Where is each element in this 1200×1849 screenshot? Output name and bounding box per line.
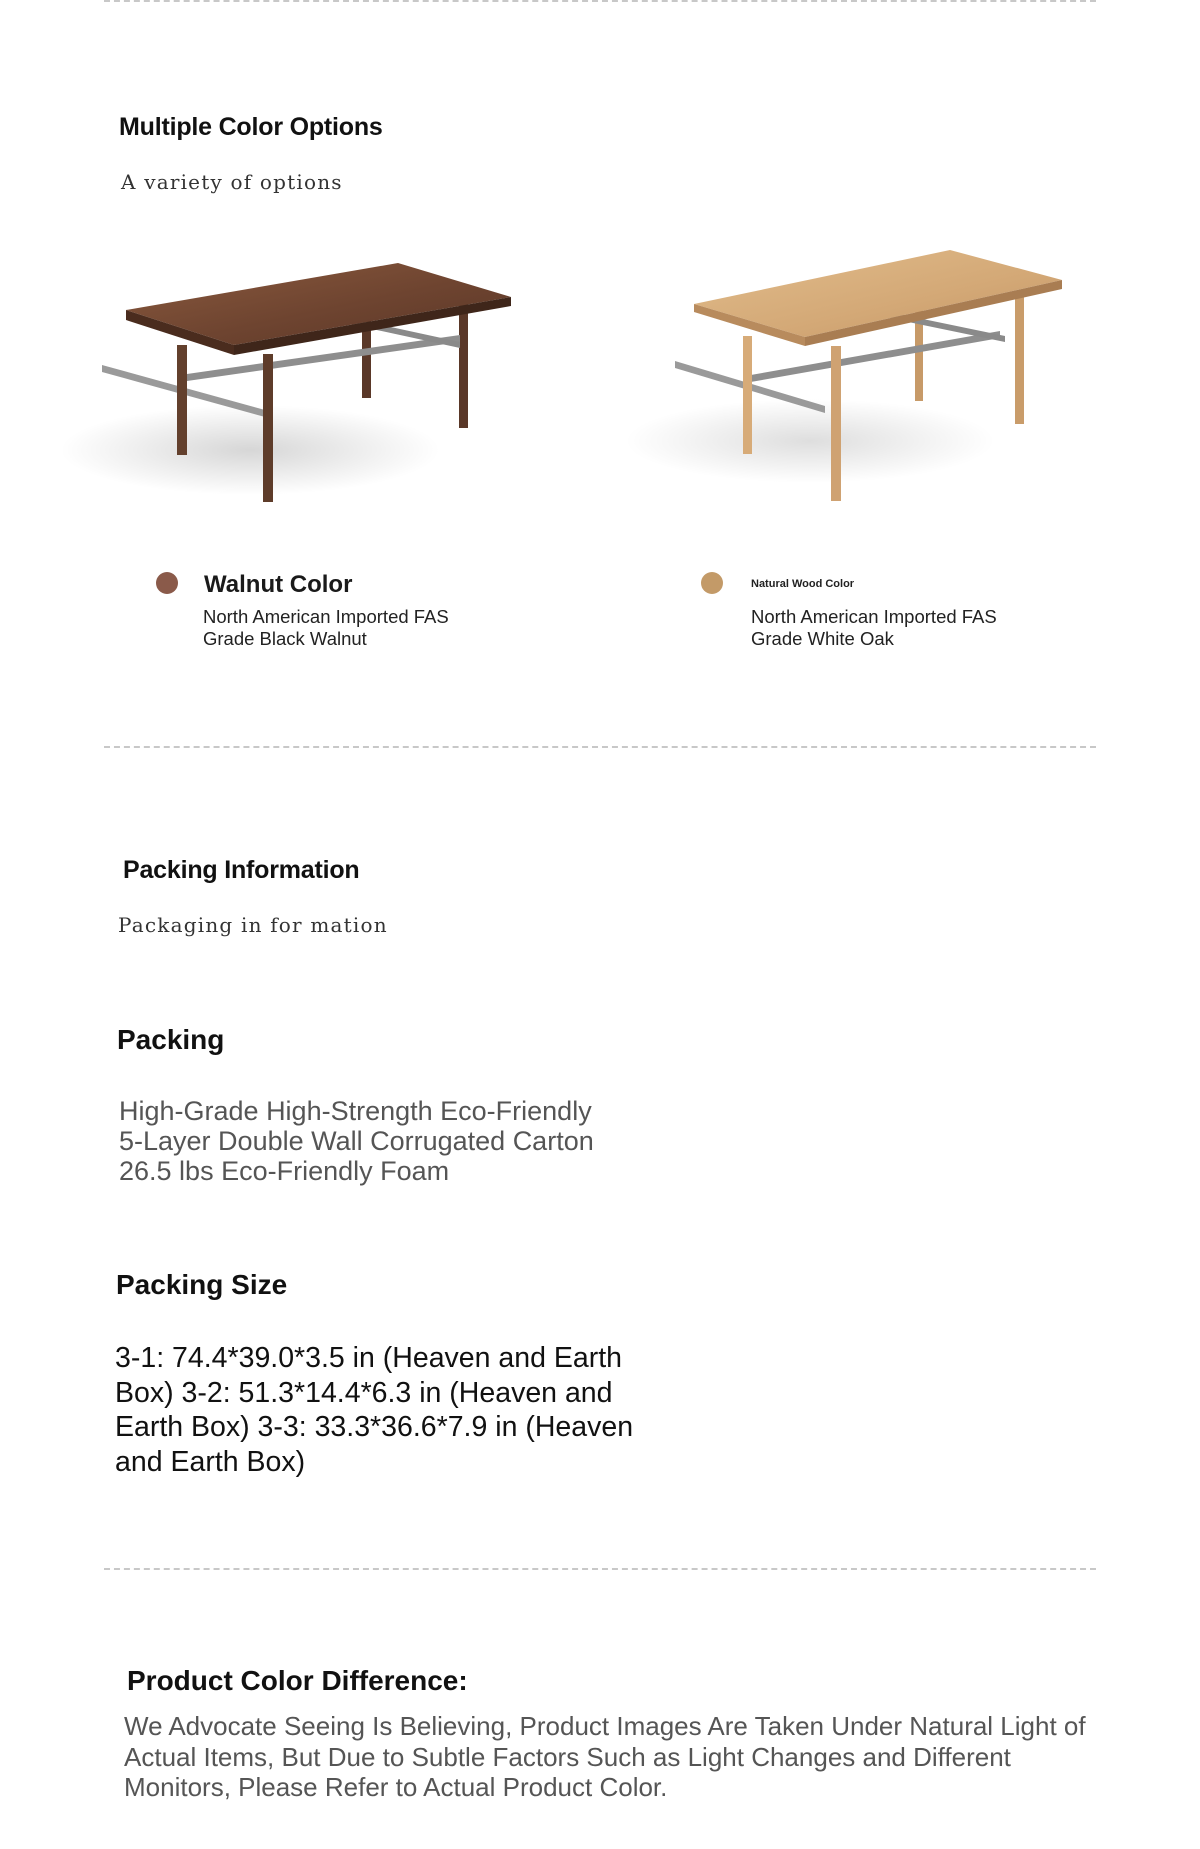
color-options-title: Multiple Color Options xyxy=(119,113,383,141)
walnut-swatch xyxy=(156,572,178,594)
natural-wood-swatch xyxy=(701,572,723,594)
natural-wood-color-name: Natural Wood Color xyxy=(751,578,855,590)
color-difference-title: Product Color Difference: xyxy=(127,1665,468,1696)
section-divider xyxy=(104,746,1096,748)
walnut-color-name: Walnut Color xyxy=(204,571,353,598)
packing-line: 26.5 lbs Eco-Friendly Foam xyxy=(119,1156,450,1186)
packing-line: 5-Layer Double Wall Corrugated Carton xyxy=(119,1126,594,1156)
packing-info-title: Packing Information xyxy=(123,856,360,884)
packing-heading: Packing xyxy=(117,1024,225,1055)
packing-line: High-Grade High-Strength Eco-Friendly xyxy=(119,1096,592,1126)
natural-wood-color-description: North American Imported FAS Grade White Oak xyxy=(751,606,997,649)
section-divider xyxy=(104,1568,1096,1570)
packing-size-text: 3-1: 74.4*39.0*3.5 in (Heaven and Earth Box) 3-2: 51.3*14.4*6.3 in (Heaven and Earth Box) 3-3: 33.3*36.6*7.9 in (Heaven and Earth Box) xyxy=(115,1342,634,1478)
top-divider xyxy=(104,0,1096,2)
color-options-subtitle: A variety of options xyxy=(121,170,343,194)
packing-size-heading: Packing Size xyxy=(116,1269,288,1300)
packing-info-subtitle: Packaging in for mation xyxy=(118,913,388,937)
walnut-color-description: North American Imported FAS Grade Black Walnut xyxy=(203,606,449,649)
natural-wood-table-image xyxy=(630,236,1070,496)
packing-details xyxy=(119,1096,679,1186)
color-difference-text: We Advocate Seeing Is Believing, Product Images Are Taken Under Natural Light of Actual Items, But Due to Subtle Factors Such as Light Changes and Different Monitors, Please Refer to Actual Product Color. xyxy=(124,1711,1086,1802)
walnut-table-image xyxy=(60,250,500,510)
